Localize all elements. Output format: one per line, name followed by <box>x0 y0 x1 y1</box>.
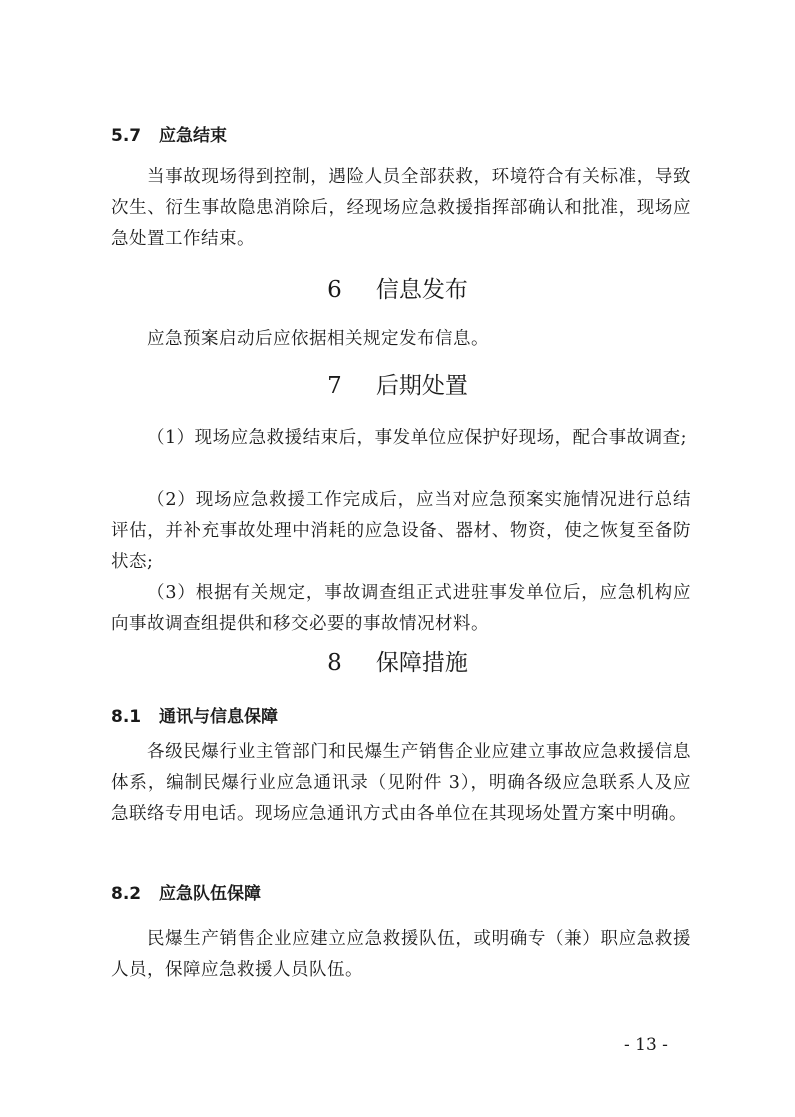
section-number: 8.1 <box>111 707 142 727</box>
chapter-number: 6 <box>327 277 342 303</box>
section-5-7-heading <box>111 125 227 147</box>
section-number: 8.2 <box>111 884 142 904</box>
section-title: 应急结束 <box>159 126 227 146</box>
section-5-7-paragraph: 当事故现场得到控制，遇险人员全部获救，环境符合有关标准，导致次生、衍生事故隐患消除后，经现场应急救援指挥部确认和批准，现场应急处置工作结束。 <box>111 167 691 249</box>
chapter-title: 保障措施 <box>375 650 468 676</box>
section-8-1-heading <box>111 706 278 728</box>
section-title: 应急队伍保障 <box>159 884 261 904</box>
chapter-number: 7 <box>327 373 342 399</box>
chapter-7-heading <box>0 371 795 401</box>
section-title: 通讯与信息保障 <box>159 707 278 727</box>
chapter-6-paragraph: 应急预案启动后应依据相关规定发布信息。 <box>147 329 489 349</box>
chapter-title: 后期处置 <box>375 373 468 399</box>
page-number: - 13 - <box>624 1035 668 1055</box>
section-8-2-paragraph: 民爆生产销售企业应建立应急救援队伍，或明确专（兼）职应急救援人员，保障应急救援人员队伍。 <box>111 929 691 980</box>
section-number: 5.7 <box>111 126 142 146</box>
chapter-title: 信息发布 <box>375 277 468 303</box>
chapter-8-heading <box>0 648 795 678</box>
chapter-7-item-3: （3）根据有关规定，事故调查组正式进驻事发单位后，应急机构应向事故调查组提供和移交必要的事故情况材料。 <box>111 583 691 634</box>
section-8-1-paragraph: 各级民爆行业主管部门和民爆生产销售企业应建立事故应急救援信息体系，编制民爆行业应急通讯录（见附件 3），明确各级应急联系人及应急联络专用电话。现场应急通讯方式由各单位在其现场处置方案中明确。 <box>111 742 691 824</box>
section-8-2-heading <box>111 883 261 905</box>
chapter-number: 8 <box>327 650 342 676</box>
chapter-7-item-1: （1）现场应急救援结束后，事发单位应保护好现场，配合事故调查; <box>147 428 688 448</box>
chapter-6-heading <box>0 275 795 305</box>
chapter-7-item-2: （2）现场应急救援工作完成后，应当对应急预案实施情况进行总结评估，并补充事故处理中消耗的应急设备、器材、物资，使之恢复至备防状态; <box>111 490 691 572</box>
